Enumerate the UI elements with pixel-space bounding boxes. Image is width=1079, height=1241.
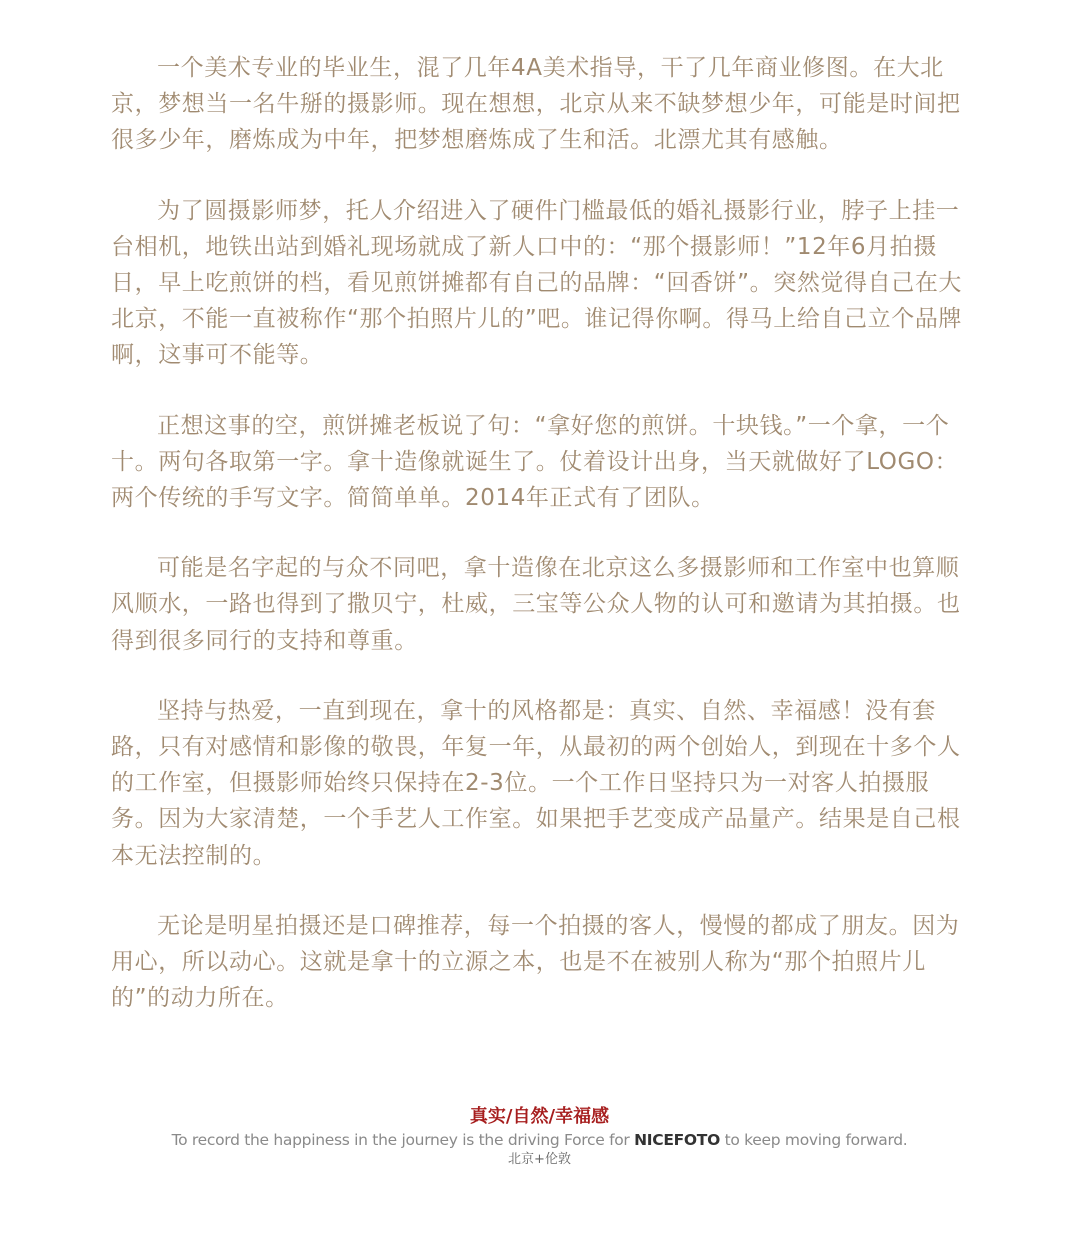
- paragraph-naming: 正想这事的空，煎饼摊老板说了句：“拿好您的煎饼。十块钱。”一个拿，一个十。两句各取第一字。拿十造像就诞生了。仗着设计出身，当天就做好了LOGO：两个传统的手写文字。简简单单。2014年正式有了团队。: [111, 412, 959, 512]
- brand-name: NICEFOTO: [634, 1131, 720, 1149]
- footer-slogan: [0, 1129, 1079, 1151]
- paragraph-origin: 为了圆摄影师梦，托人介绍进入了硬件门槛最低的婚礼摄影行业，脖子上挂一台相机，地铁出站到婚礼现场就成了新人口中的：“那个摄影师！”12年6月拍摄日，早上吃煎饼的档，看见煎饼摊都有自己的品牌：“回香饼”。突然觉得自己在大北京，不能一直被称作“那个拍照片儿的”吧。谁记得你啊。得马上给自己立个品牌啊，这事可不能等。: [111, 197, 963, 369]
- brand-footer: [0, 1105, 1079, 1169]
- paragraph-recognition: 可能是名字起的与众不同吧，拿十造像在北京这么多摄影师和工作室中也算顺风顺水，一路也得到了撒贝宁，杜威，三宝等公众人物的认可和邀请为其拍摄。也得到很多同行的支持和尊重。: [111, 555, 961, 654]
- slogan-text-after: to keep moving forward.: [719, 1131, 908, 1149]
- article-body: [111, 50, 967, 1050]
- footer-location: 北京+伦敦: [508, 1152, 571, 1167]
- paragraph-philosophy: 坚持与热爱，一直到现在，拿十的风格都是：真实、自然、幸福感！没有套路，只有对感情和影像的敬畏，年复一年，从最初的两个创始人，到现在十多个人的工作室，但摄影师始终只保持在2-3位。一个工作日坚持只为一对客人拍摄服务。因为大家清楚，一个手艺人工作室。如果把手艺变成产品量产。结果是自己根本无法控制的。: [111, 697, 961, 869]
- paragraph-intro: 一个美术专业的毕业生，混了几年4A美术指导，干了几年商业修图。在大北京，梦想当一名牛掰的摄影师。现在想想，北京从来不缺梦想少年，可能是时间把很多少年，磨炼成为中年，把梦想磨炼成了生和活。北漂尤其有感触。: [111, 55, 961, 154]
- slogan-text-before: To record the happiness in the journey is the driving Force for: [171, 1131, 635, 1149]
- footer-tagline: 真实/自然/幸福感: [469, 1106, 610, 1127]
- paragraph-clients: 无论是明星拍摄还是口碑推荐，每一个拍摄的客人，慢慢的都成了朋友。因为用心，所以动心。这就是拿十的立源之本，也是不在被别人称为“那个拍照片儿的”的动力所在。: [111, 912, 960, 1012]
